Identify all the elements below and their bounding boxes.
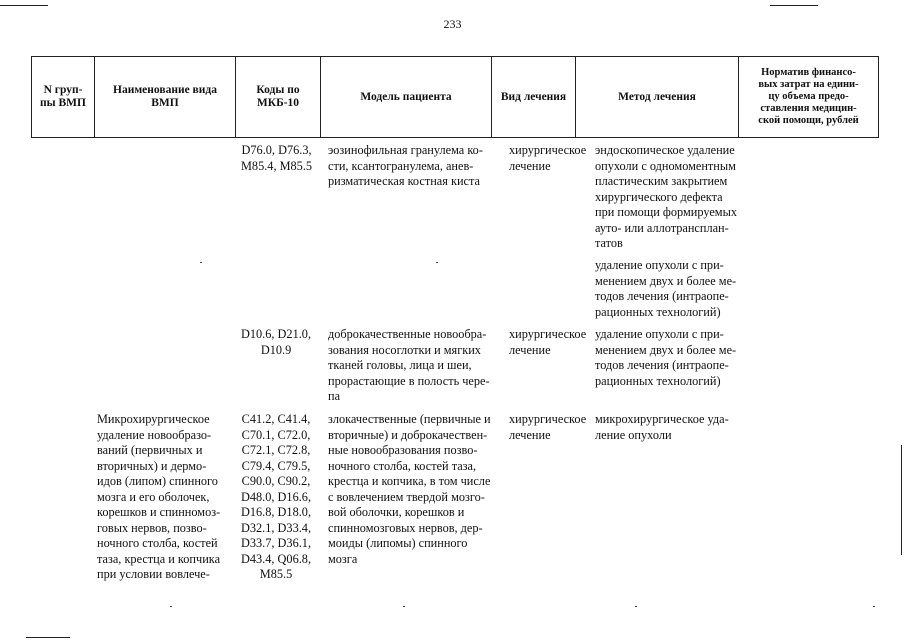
row2-codes: D10.6, D21.0, D10.9	[241, 327, 312, 357]
row3-vmp-name: Микрохирургическое удаление новообразо- ваний (первичных и вторичных) и дермо- идов (липом) спинного мозга и его оболочек, корешков и спинномоз- говых нервов, позво- ночного столба, костей таза, крестца и копчика при условии вовлече-	[97, 412, 221, 581]
header-vmp-name: Наименование вида ВМП	[95, 57, 236, 138]
header-cost-norm: Норматив финансо- вых затрат на едини- цу объема предо- ставления медицин- ской помощи, рублей	[739, 57, 879, 138]
row1-patient-model: эозинофильная гранулема ко- сти, ксантогранулема, анев- ризматическая костная киста	[328, 143, 483, 188]
row2-treatment-type: хирургическое лечение	[509, 327, 587, 357]
scan-dot	[873, 606, 875, 607]
vmp-table-header	[31, 56, 879, 138]
page-number: 233	[443, 17, 462, 31]
table-header-row	[32, 57, 879, 138]
scan-dot	[170, 606, 172, 607]
row2-patient-model: доброкачественные новообра- зования носоглотки и мягких тканей головы, лица и шеи, прорастающие в полость чере- па	[328, 327, 490, 403]
row3-patient-model: злокачественные (первичные и вторичные) и доброкачествен- ные новообразования позво- ночного столба, костей таза, крестца и копчика, в том числе с вовлечением твердой мозго- вой оболочки, корешков и спинномозговых нервов, дер- моиды (липомы) спинного мозга	[328, 412, 491, 566]
scan-mark-top-right	[770, 5, 818, 6]
row1-treatment-type: хирургическое лечение	[509, 143, 587, 173]
row1-method-2: удаление опухоли с при- менением двух и более ме- тодов лечения (интраопе- рационных технологий)	[595, 258, 737, 319]
table-right-edge	[901, 445, 902, 555]
scan-mark-bottom-left	[26, 637, 70, 638]
row3-method-1: микрохирургическое уда- ление опухоли	[595, 412, 729, 442]
row3-treatment-type: хирургическое лечение	[509, 412, 587, 442]
row1-method-1: эндоскопическое удаление опухоли с одномоментным пластическим закрытием хирургического дефекта при помощи формируемых ауто- или аллотрансплан- татов	[595, 143, 737, 250]
header-treatment-method: Метод лечения	[576, 57, 739, 138]
scan-dot	[436, 262, 438, 263]
scan-mark-top-left	[0, 5, 48, 6]
header-patient-model: Модель пациента	[321, 57, 492, 138]
row3-codes: C41.2, C41.4, C70.1, C72.0, C72.1, C72.8, C79.4, C79.5, C90.0, C90.2, D48.0, D16.6, D16.8, D18.0, D32.1, D33.4, D33.7, D36.1, D43.4, Q06.8, M85.5	[241, 412, 312, 581]
header-group-number: N груп- пы ВМП	[32, 57, 95, 138]
row2-method-1: удаление опухоли с при- менением двух и более ме- тодов лечения (интраопе- рационных технологий)	[595, 327, 737, 388]
header-icd-codes: Коды по МКБ-10	[236, 57, 321, 138]
scan-dot	[635, 606, 637, 607]
row1-codes: D76.0, D76.3, M85.4, M85.5	[241, 143, 313, 173]
scan-dot	[200, 262, 202, 263]
header-treatment-type: Вид лечения	[492, 57, 576, 138]
scan-dot	[403, 606, 405, 607]
